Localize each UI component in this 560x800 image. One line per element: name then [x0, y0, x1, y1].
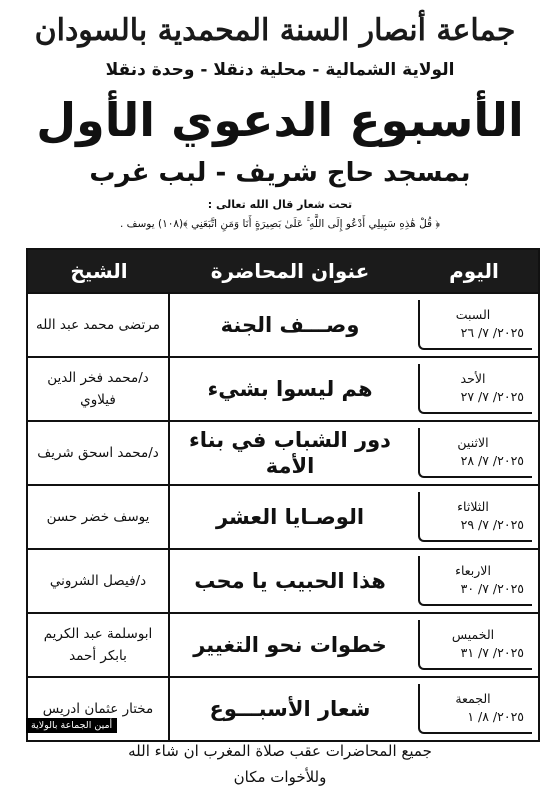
day-date: ٢٠٢٥/ ٧/ ٣١: [460, 645, 524, 660]
day-cell: [410, 678, 538, 740]
day-name: الاثنين: [457, 435, 489, 450]
organization-logo-calligraphy: جماعة أنصار السنة المحمدية بالسودان: [34, 12, 516, 48]
day-name: الجمعة: [455, 691, 491, 706]
sheikh-name: يوسف خضر حسن: [28, 486, 170, 548]
sheikh-name: مرتضى محمد عبد الله: [28, 294, 170, 356]
table-row: [28, 420, 538, 484]
table-row: [28, 612, 538, 676]
day-box: [418, 428, 532, 478]
lecture-topic: خطوات نحو التغيير: [193, 633, 387, 657]
day-cell: [410, 422, 538, 484]
lecture-topic: دور الشباب في بناء الأمة: [189, 428, 391, 478]
lecture-topic: هذا الحبيب يا محب: [194, 569, 386, 593]
table-header-row: [28, 250, 538, 292]
table-row: [28, 484, 538, 548]
slogan-intro: تحت شعار قال الله تعالى :: [207, 198, 353, 211]
sheikh-name: مختار عثمان ادريس: [28, 678, 170, 740]
day-date: ٢٠٢٥/ ٧/ ٢٦: [460, 325, 524, 340]
table-row: [28, 548, 538, 612]
lecture-topic: هم ليسوا بشيء: [207, 377, 373, 401]
header-topic: عنوان المحاضرة: [210, 259, 370, 283]
secretary-badge: أمين الجماعة بالولاية: [26, 718, 117, 733]
header-day: اليوم: [449, 259, 499, 283]
day-box: [418, 492, 532, 542]
sheikh-name: د/فيصل الشروني: [28, 550, 170, 612]
day-box: [418, 556, 532, 606]
page-title: الأسبوع الدعوي الأول: [36, 93, 524, 147]
day-box: [418, 684, 532, 734]
day-date: ٢٠٢٥/ ٧/ ٣٠: [460, 581, 524, 596]
day-name: الثلاثاء: [457, 499, 489, 514]
day-name: الاربعاء: [455, 563, 491, 578]
footer-note-sisters: وللأخوات مكان: [233, 768, 327, 786]
day-date: ٢٠٢٥/ ٨/ ١: [467, 709, 524, 724]
day-cell: [410, 358, 538, 420]
day-box: [418, 364, 532, 414]
lecture-topic: شعار الأسبـــوع: [209, 697, 371, 721]
day-cell: [410, 614, 538, 676]
day-cell: [410, 294, 538, 356]
header-sheikh: الشيخ: [70, 259, 128, 283]
sheikh-name: ابوسلمة عبد الكريم بابكر أحمد: [28, 614, 170, 676]
venue-line: بمسجد حاج شريف - لبب غرب: [89, 158, 471, 188]
table-body: [28, 292, 538, 740]
sheikh-name: د/محمد فخر الدين فيلاوي: [28, 358, 170, 420]
lecture-topic: الوصـايا العشر: [215, 505, 365, 529]
day-date: ٢٠٢٥/ ٧/ ٢٨: [460, 453, 524, 468]
day-date: ٢٠٢٥/ ٧/ ٢٩: [460, 517, 524, 532]
day-name: الأحد: [460, 371, 486, 386]
day-name: الخميس: [451, 627, 495, 642]
schedule-table: [26, 248, 540, 742]
quran-verse: ﴿ قُلْ هَٰذِهِ سَبِيلِي أَدْعُو إِلَى اللَّهِ ۚ عَلَىٰ بَصِيرَةٍ أَنَا وَمَنِ اتَّبَعَنِي ﴾(١٠٨) يوسف .: [119, 218, 441, 230]
footer-note-timing: جميع المحاضرات عقب صلاة المغرب ان شاء الله: [128, 742, 432, 760]
region-subline: الولاية الشمالية - محلية دنقلا - وحدة دنقلا: [105, 60, 455, 80]
table-row: [28, 292, 538, 356]
day-box: [418, 620, 532, 670]
day-cell: [410, 550, 538, 612]
day-date: ٢٠٢٥/ ٧/ ٢٧: [460, 389, 524, 404]
day-box: [418, 300, 532, 350]
day-name: السبت: [455, 307, 491, 322]
sheikh-name: د/محمد اسحق شريف: [28, 422, 170, 484]
day-cell: [410, 486, 538, 548]
lecture-topic: وصـــف الجنة: [220, 313, 360, 337]
table-row: [28, 356, 538, 420]
